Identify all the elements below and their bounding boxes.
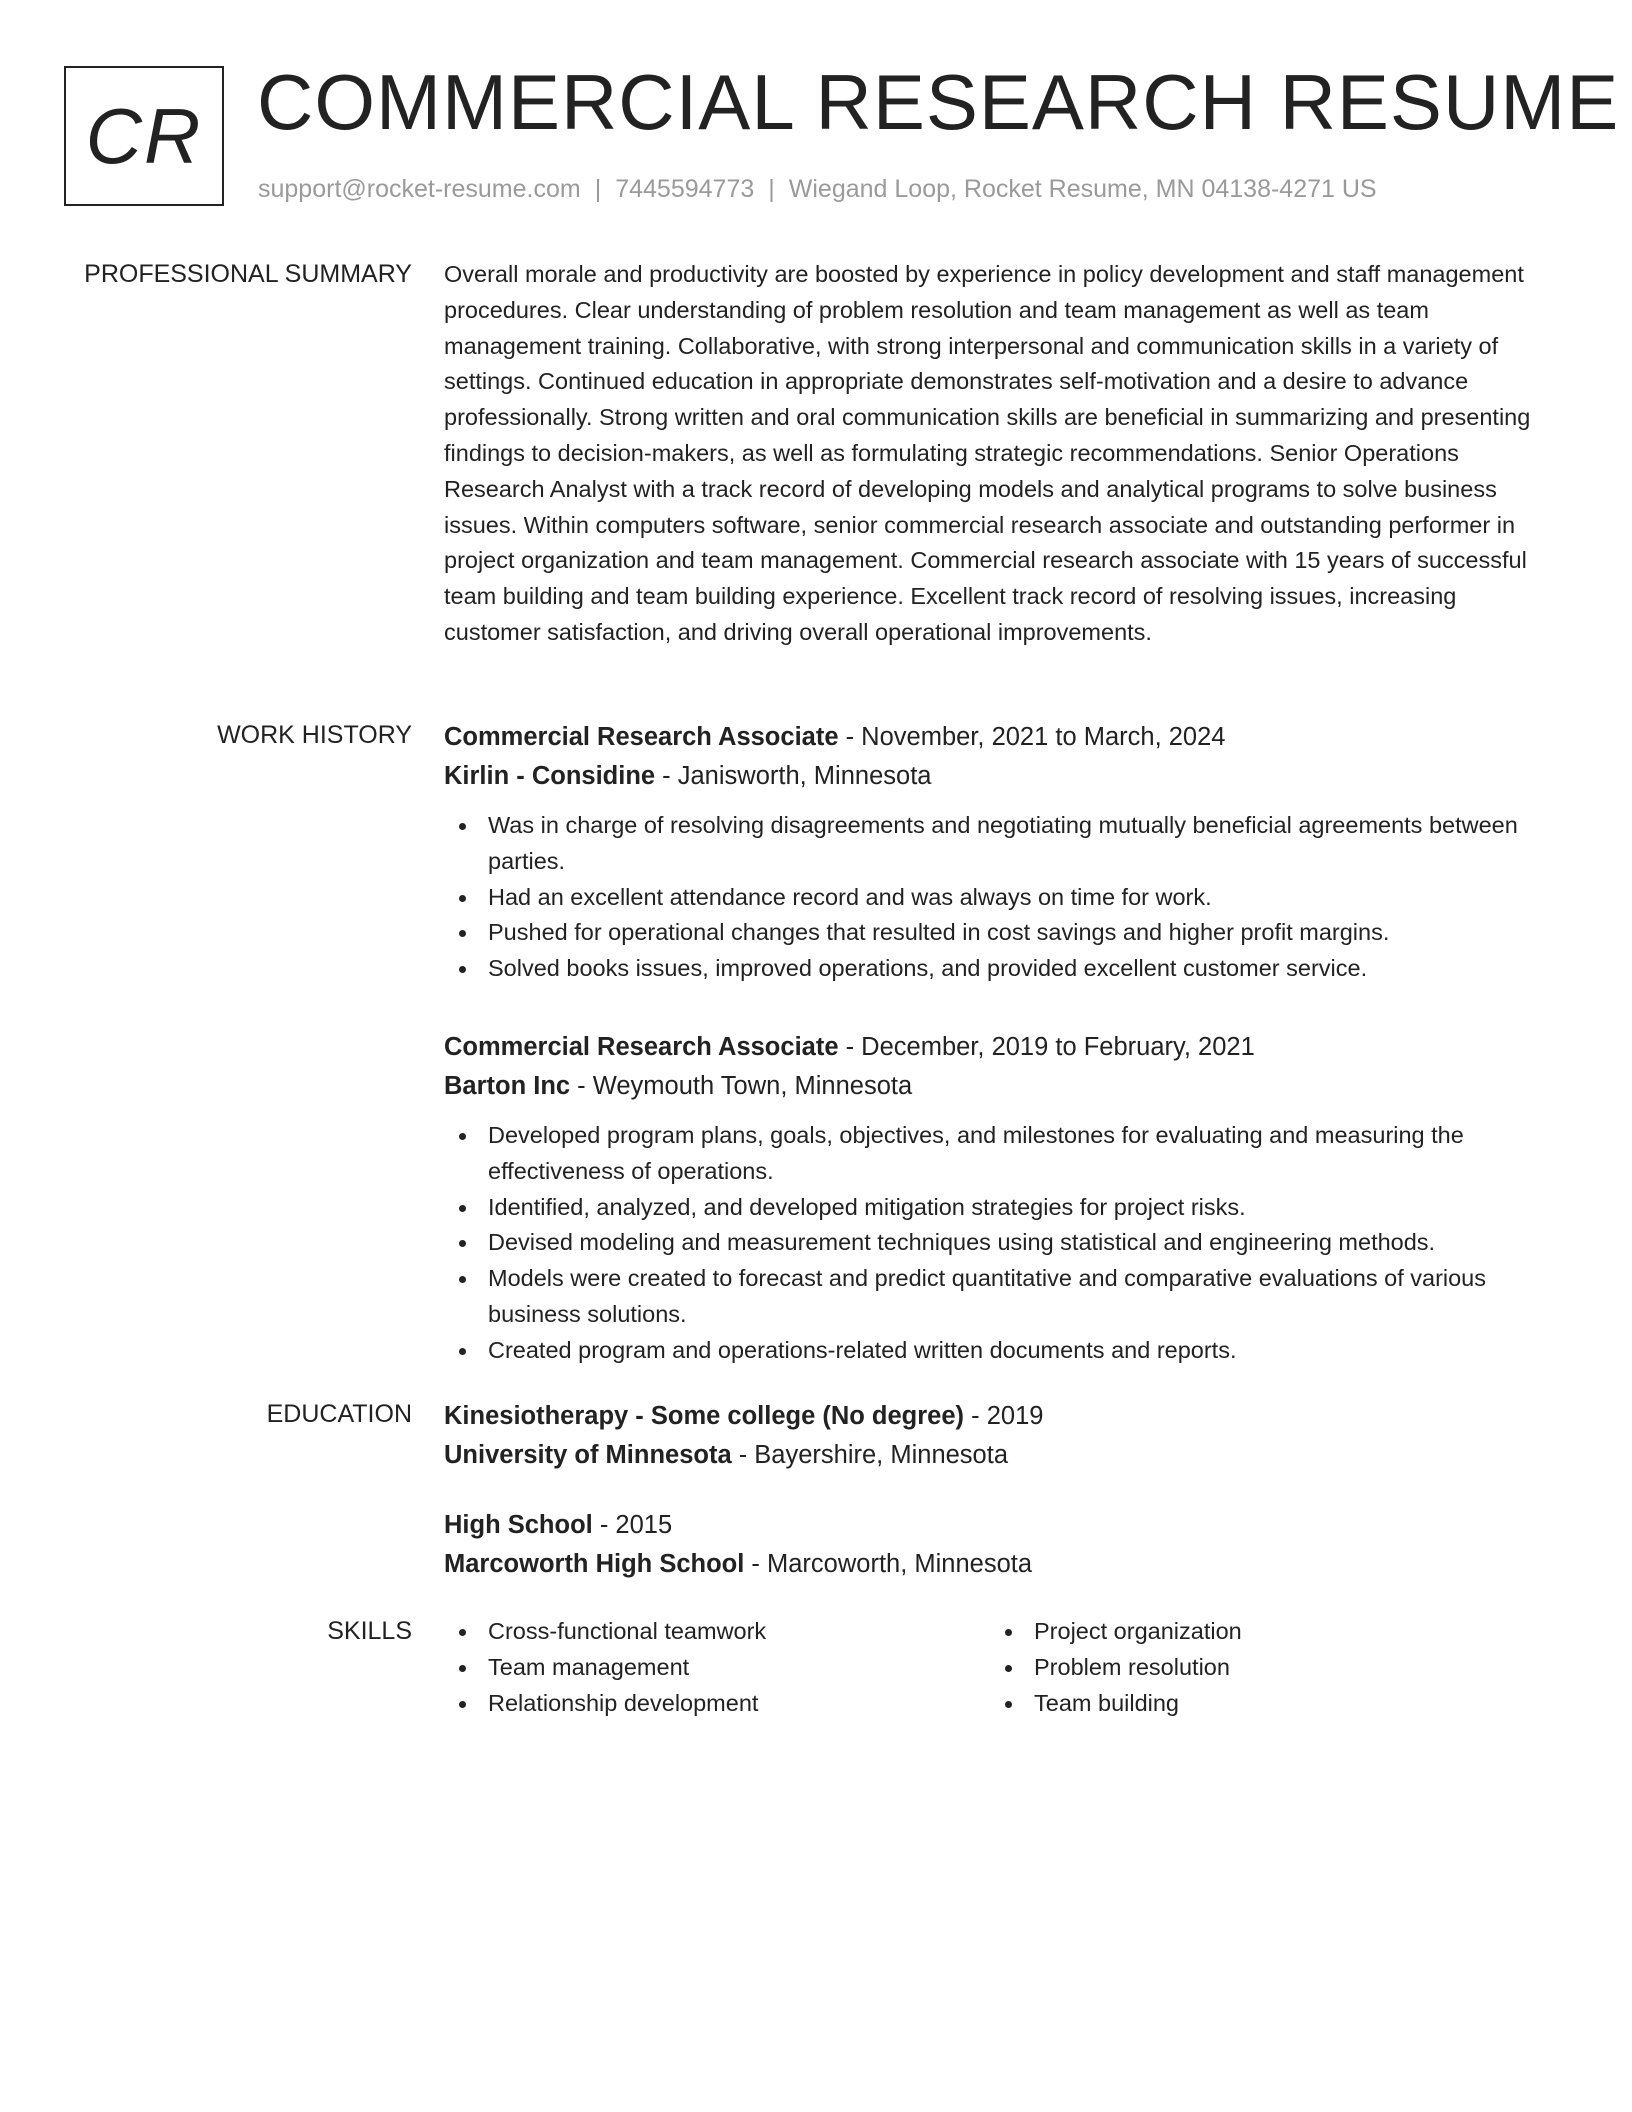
- bullet-dot-icon: [459, 966, 466, 973]
- bullet-dot-icon: [459, 1665, 466, 1672]
- job-entry: [444, 1028, 1554, 1369]
- education-location: - Marcoworth, Minnesota: [744, 1550, 1033, 1578]
- work-history-body: [444, 718, 1554, 1387]
- contact-address: Wiegand Loop, Rocket Resume, MN 04138-4271 US: [788, 175, 1377, 203]
- education-entry: [444, 1506, 1554, 1584]
- job-company: Barton Inc: [444, 1072, 571, 1100]
- bullet-dot-icon: [1005, 1701, 1012, 1708]
- education-school: Marcoworth High School: [444, 1550, 745, 1578]
- contact-phone[interactable]: 7445594773: [615, 175, 755, 203]
- job-bullet: Devised modeling and measurement techniques using statistical and engineering methods.: [444, 1225, 1554, 1261]
- skill-item: Problem resolution: [990, 1650, 1536, 1686]
- skill-item: Cross-functional teamwork: [444, 1614, 990, 1650]
- education-entry: [444, 1397, 1554, 1506]
- skills-grid: [444, 1614, 1554, 1721]
- job-bullet: Pushed for operational changes that resulted in cost savings and higher profit margins.: [444, 915, 1554, 951]
- bullet-dot-icon: [1005, 1665, 1012, 1672]
- bullet-dot-icon: [459, 1701, 466, 1708]
- skill-item: Team management: [444, 1650, 990, 1686]
- skill-item: Project organization: [990, 1614, 1536, 1650]
- bullet-dot-icon: [459, 1348, 466, 1355]
- bullet-dot-icon: [459, 1205, 466, 1212]
- skill-item: Relationship development: [444, 1686, 990, 1722]
- skill-item: Team building: [990, 1686, 1536, 1722]
- job-bullets: [444, 1118, 1554, 1369]
- bullet-dot-icon: [459, 1276, 466, 1283]
- job-bullets: [444, 808, 1554, 987]
- education-body: [444, 1397, 1554, 1584]
- education-school-line: [444, 1545, 1554, 1584]
- job-location: - Weymouth Town, Minnesota: [570, 1072, 913, 1100]
- job-company-line: [444, 1067, 1554, 1106]
- job-bullet: Solved books issues, improved operations, and provided excellent customer service.: [444, 951, 1554, 987]
- section-label-skills: SKILLS: [327, 1617, 412, 1645]
- education-degree: Kinesiotherapy - Some college (No degree): [444, 1402, 965, 1430]
- education-degree: High School: [444, 1511, 593, 1539]
- monogram-logo: CR: [64, 66, 224, 206]
- bullet-dot-icon: [459, 1240, 466, 1247]
- skills-column-right: [990, 1614, 1536, 1721]
- job-bullet: Created program and operations-related written documents and reports.: [444, 1333, 1554, 1369]
- section-label-work-history: WORK HISTORY: [217, 721, 412, 749]
- education-location: - Bayershire, Minnesota: [731, 1441, 1009, 1469]
- bullet-dot-icon: [459, 930, 466, 937]
- job-dates: - November, 2021 to March, 2024: [838, 723, 1226, 751]
- skills-body: [444, 1614, 1554, 1721]
- job-title-line: [444, 718, 1554, 757]
- education-year: - 2015: [592, 1511, 673, 1539]
- education-school: University of Minnesota: [444, 1441, 732, 1469]
- bullet-dot-icon: [459, 1133, 466, 1140]
- contact-email[interactable]: support@rocket-resume.com: [258, 175, 581, 203]
- bullet-dot-icon: [459, 823, 466, 830]
- contact-separator: |: [768, 175, 775, 203]
- section-label-summary: PROFESSIONAL SUMMARY: [84, 260, 412, 288]
- section-label-education: EDUCATION: [266, 1400, 412, 1428]
- contact-separator: |: [594, 175, 602, 203]
- job-company-line: [444, 757, 1554, 796]
- job-title-line: [444, 1028, 1554, 1067]
- education-degree-line: [444, 1397, 1554, 1436]
- contact-line: [258, 172, 1377, 206]
- job-title: Commercial Research Associate: [444, 1033, 839, 1061]
- summary-text: Overall morale and productivity are boosted by experience in policy development and staff management procedures. Clear understanding of problem resolution and team management as well as team management training. Collaborative, with strong interpersonal and communication skills in a variety of settings. Continued education in appropriate demonstrates self-motivation and a desire to advance professionally. Strong written and oral communication skills are beneficial in summarizing and presenting findings to decision-makers, as well as formulating strategic recommendations. Senior Operations Research Analyst with a track record of developing models and analytical programs to solve business issues. Within computers software, senior commercial research associate and outstanding performer in project organization and team management. Commercial research associate with 15 years of successful team building and team building experience. Excellent track record of resolving issues, increasing customer satisfaction, and driving overall operational improvements.: [444, 261, 1531, 645]
- job-bullet: Was in charge of resolving disagreements and negotiating mutually beneficial agreements between parties.: [444, 808, 1554, 880]
- job-location: - Janisworth, Minnesota: [655, 762, 932, 790]
- job-company: Kirlin - Considine: [444, 762, 656, 790]
- job-bullet: Had an excellent attendance record and was always on time for work.: [444, 880, 1554, 916]
- job-title: Commercial Research Associate: [444, 723, 839, 751]
- job-entry: [444, 718, 1554, 1010]
- resume-title: COMMERCIAL RESEARCH RESUME: [257, 58, 1620, 146]
- education-degree-line: [444, 1506, 1554, 1545]
- bullet-dot-icon: [459, 895, 466, 902]
- bullet-dot-icon: [459, 1629, 466, 1636]
- education-year: - 2019: [964, 1402, 1044, 1430]
- education-school-line: [444, 1436, 1554, 1475]
- job-bullet: Identified, analyzed, and developed mitigation strategies for project risks.: [444, 1190, 1554, 1226]
- summary-body: [444, 257, 1554, 651]
- bullet-dot-icon: [1005, 1629, 1012, 1636]
- job-dates: - December, 2019 to February, 2021: [838, 1033, 1255, 1061]
- skills-column-left: [444, 1614, 990, 1721]
- job-bullet: Models were created to forecast and predict quantitative and comparative evaluations of various business solutions.: [444, 1261, 1554, 1333]
- job-bullet: Developed program plans, goals, objectives, and milestones for evaluating and measuring the effectiveness of operations.: [444, 1118, 1554, 1190]
